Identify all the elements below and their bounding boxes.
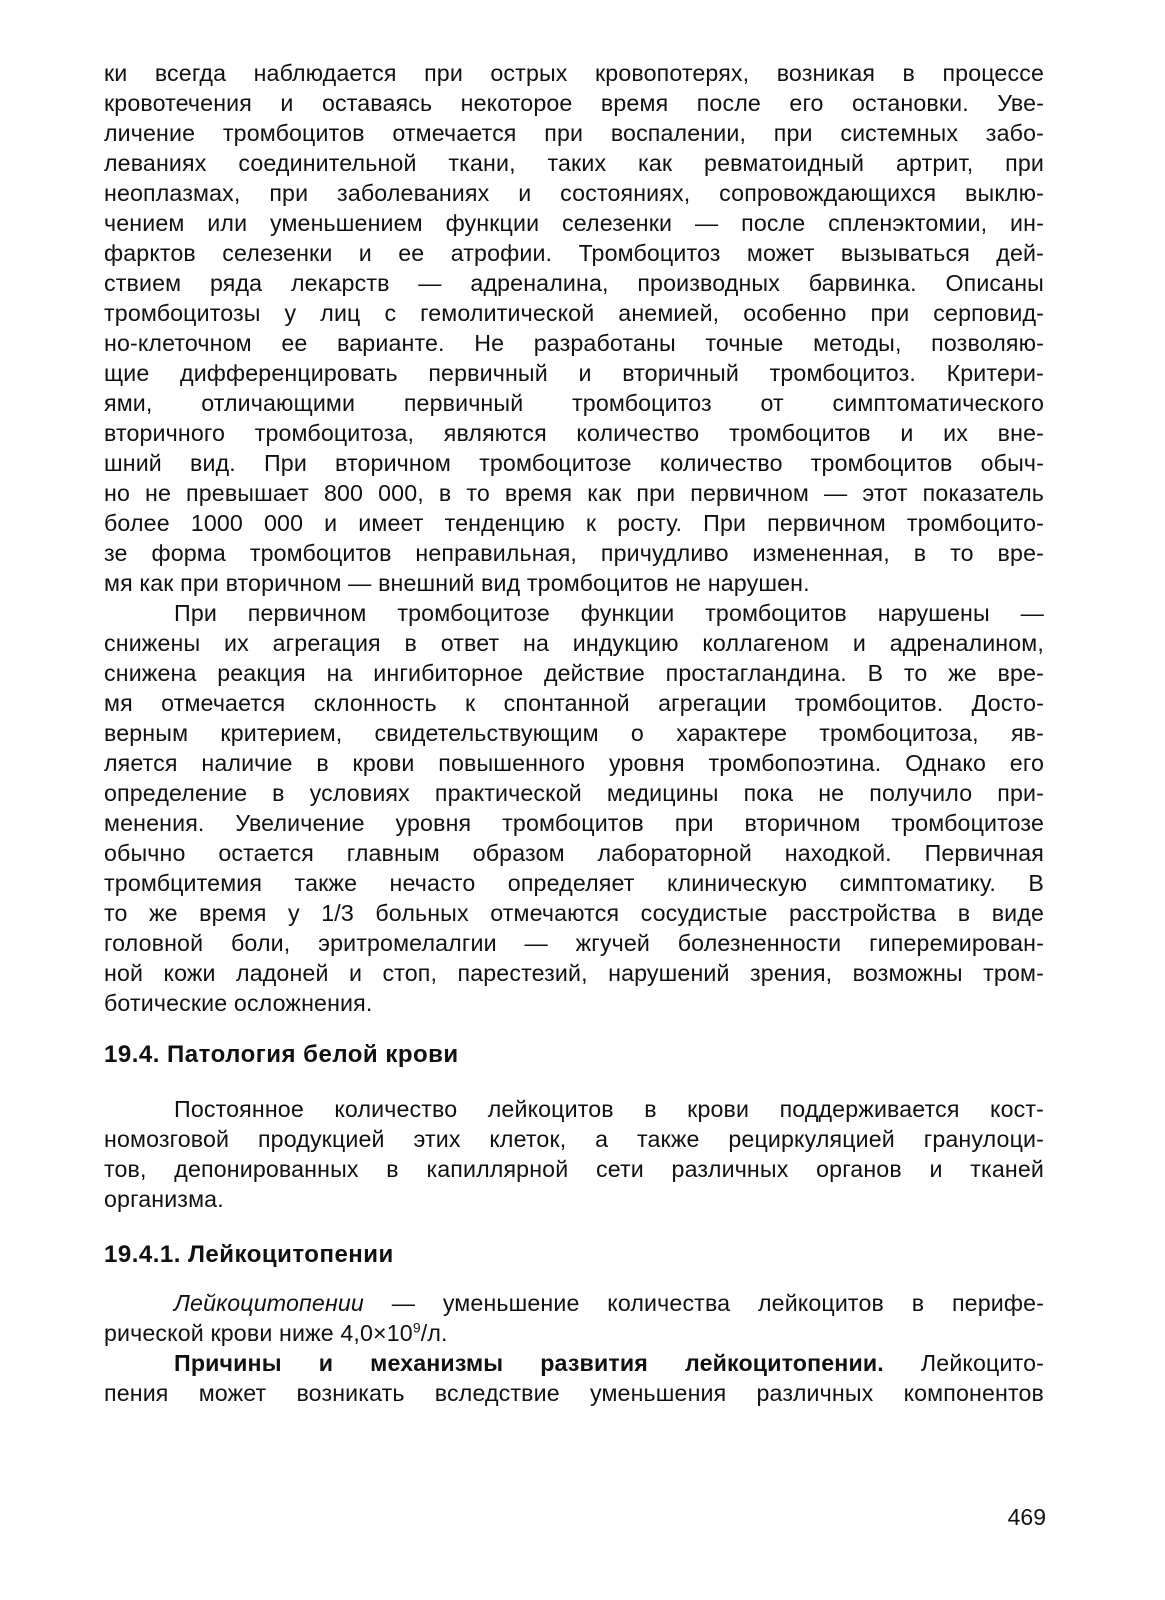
text-line: номозговой продукцией этих клеток, а также рециркуляцией гранулоци- (104, 1126, 1044, 1152)
text-line: пения может возникать вследствие уменьшения различных компонентов (104, 1380, 1044, 1406)
text-line: более 1000 000 и имеет тенденцию к росту. При первичном тромбоцито- (104, 510, 1044, 536)
text-line: мя отмечается склонность к спонтанной агрегации тромбоцитов. Досто- (104, 690, 1044, 716)
text-line: чением или уменьшением функции селезенки — после спленэктомии, ин- (104, 210, 1044, 236)
text-line: то же время у 1/3 больных отмечаются сосудистые расстройства в виде (104, 900, 1044, 926)
text-line: снижены их агрегация в ответ на индукцию коллагеном и адреналином, (104, 630, 1044, 656)
text-line (104, 1318, 1044, 1348)
paragraph-primary-thrombocytosis (104, 598, 1044, 1018)
text-line: вторичного тромбоцитоза, являются количество тромбоцитов и их вне- (104, 420, 1044, 446)
text-line: кровотечения и оставаясь некоторое время после его остановки. Уве- (104, 90, 1044, 116)
paragraph-causes (104, 1348, 1044, 1408)
defined-term: Лейкоцитопении (174, 1290, 364, 1316)
text-line: леваниях соединительной ткани, таких как ревматоидный артрит, при (104, 150, 1044, 176)
text-line: определение в условиях практической медицины пока не получило при- (104, 780, 1044, 806)
text-line: но-клеточном ее варианте. Не разработаны точные методы, позволяю- (104, 330, 1044, 356)
text-line (104, 1348, 1044, 1378)
text-line: шний вид. При вторичном тромбоцитозе количество тромбоцитов обыч- (104, 450, 1044, 476)
definition-unit: /л. (420, 1320, 448, 1346)
text-line: Постоянное количество лейкоцитов в крови поддерживается кост- (174, 1096, 1044, 1122)
text-line: щие дифференцировать первичный и вторичный тромбоцитоз. Критери- (104, 360, 1044, 386)
text-line: тромбцитемия также нечасто определяет клиническую симптоматику. В (104, 870, 1044, 896)
text-line: При первичном тромбоцитозе функции тромбоцитов нарушены — (174, 600, 1044, 626)
text-line: ями, отличающими первичный тромбоцитоз от симптоматического (104, 390, 1044, 416)
text-line: головной боли, эритромелалгии — жгучей болезненности гиперемирован- (104, 930, 1044, 956)
causes-text: Лейкоцито- (883, 1350, 1044, 1376)
text-line: тромбоцитозы у лиц с гемолитической анемией, особенно при серповид- (104, 300, 1044, 326)
text-line: верным критерием, свидетельствующим о характере тромбоцитоза, яв- (104, 720, 1044, 746)
text-line: ной кожи ладоней и стоп, парестезий, нарушений зрения, возможны тром- (104, 960, 1044, 986)
page-number: 469 (1007, 1504, 1046, 1530)
text-line: зе форма тромбоцитов неправильная, причудливо измененная, в то вре- (104, 540, 1044, 566)
definition-text: — уменьшение количества лейкоцитов в перифе- (363, 1290, 1044, 1316)
text-line: ки всегда наблюдается при острых кровопотерях, возникая в процессе (104, 60, 1044, 86)
text-line: ствием ряда лекарств — адреналина, производных барвинка. Описаны (104, 270, 1044, 296)
causes-lead: Причины и механизмы развития лейкоцитопении. (174, 1350, 884, 1376)
text-line: личение тромбоцитов отмечается при воспалении, при системных забо- (104, 120, 1044, 146)
text-line: мя как при вторичном — внешний вид тромбоцитов не нарушен. (104, 570, 810, 596)
text-line: фарктов селезенки и ее атрофии. Тромбоцитоз может вызываться дей- (104, 240, 1044, 266)
text-line: снижена реакция на ингибиторное действие простагландина. В то же вре- (104, 660, 1044, 686)
subsection-heading: 19.4.1. Лейкоцитопении (104, 1241, 394, 1268)
paragraph-thrombocytosis-causes (104, 58, 1044, 598)
section-heading: 19.4. Патология белой крови (104, 1041, 459, 1068)
text-line: но не превышает 800 000, в то время как при первичном — этот показатель (104, 480, 1044, 506)
text-line (104, 1288, 1044, 1318)
definition-text: рической крови ниже 4,0×10 (104, 1320, 413, 1346)
text-line: ботические осложнения. (104, 990, 373, 1016)
superscript-exponent: 9 (412, 1319, 421, 1336)
text-line: обычно остается главным образом лабораторной находкой. Первичная (104, 840, 1044, 866)
text-column (104, 58, 1044, 1408)
text-line: тов, депонированных в капиллярной сети различных органов и тканей (104, 1156, 1044, 1182)
paragraph-definition (104, 1288, 1044, 1348)
text-line: менения. Увеличение уровня тромбоцитов при вторичном тромбоцитозе (104, 810, 1044, 836)
text-line: ляется наличие в крови повышенного уровня тромбопоэтина. Однако его (104, 750, 1044, 776)
text-line: организма. (104, 1186, 224, 1212)
paragraph-leukocyte-count (104, 1094, 1044, 1214)
text-line: неоплазмах, при заболеваниях и состояниях, сопровождающихся выклю- (104, 180, 1044, 206)
